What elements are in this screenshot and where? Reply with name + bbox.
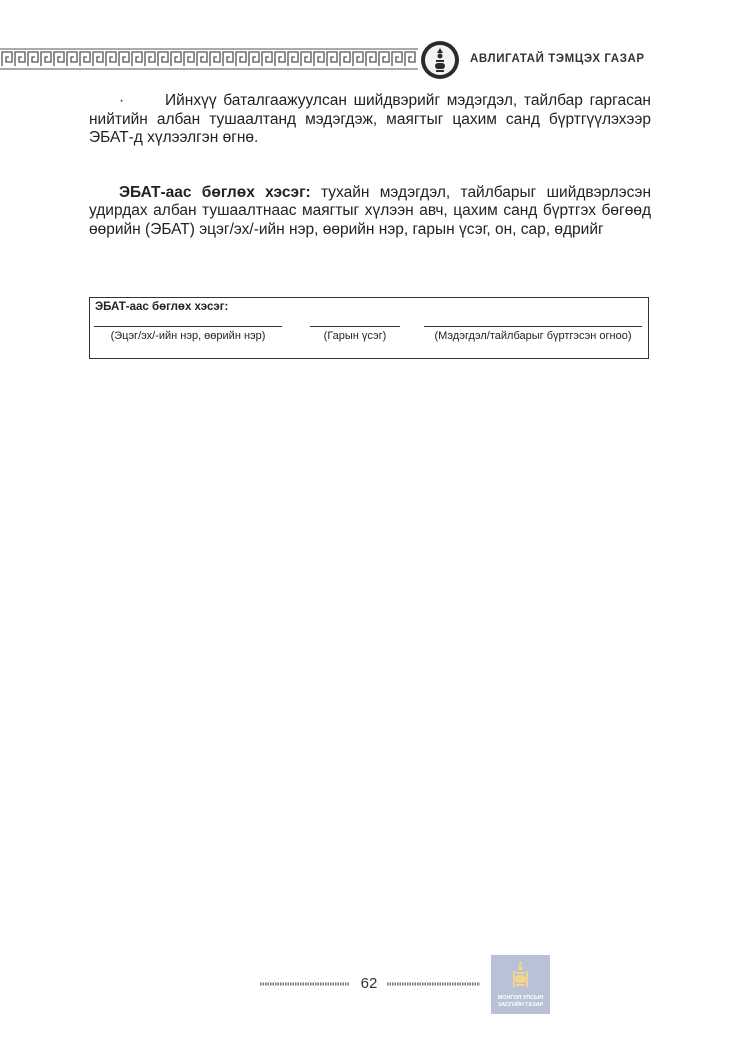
meander-segment bbox=[340, 52, 350, 66]
meander-segment bbox=[197, 52, 207, 66]
meander-segment bbox=[353, 52, 363, 66]
page-number: 62 bbox=[360, 975, 378, 992]
meander-segment bbox=[366, 52, 376, 66]
signature-line bbox=[310, 326, 400, 327]
meander-segment bbox=[15, 52, 25, 66]
form-field-label: (Эцэг/эх/-ийн нэр, өөрийн нэр) bbox=[110, 330, 266, 342]
form-field-label: (Мэдэгдэл/тайлбарыг бүртгэсэн огноо) bbox=[434, 330, 632, 342]
meander-segment bbox=[54, 52, 64, 66]
meander-segment bbox=[67, 52, 77, 66]
government-logo-text: МОНГОЛ УЛСЫН ЗАСГИЙН ГАЗАР bbox=[497, 995, 544, 1008]
page-footer bbox=[0, 955, 739, 1015]
page-header bbox=[0, 40, 739, 84]
meander-segment bbox=[249, 52, 259, 66]
meander-segment bbox=[379, 52, 389, 66]
meander-segment bbox=[275, 52, 285, 66]
form-title: ЭБАТ-аас бөглөх хэсэг: bbox=[95, 301, 229, 313]
meander-segment bbox=[145, 52, 155, 66]
meander-segment bbox=[236, 52, 246, 66]
meander-segment bbox=[2, 52, 12, 66]
meander-segment bbox=[210, 52, 220, 66]
meander-segment bbox=[184, 52, 194, 66]
meander-segment bbox=[314, 52, 324, 66]
bullet-marker: · bbox=[119, 92, 125, 109]
signature-line bbox=[424, 326, 642, 327]
government-soyombo-logo-icon bbox=[491, 955, 550, 995]
form-field-date bbox=[424, 326, 642, 342]
meander-segment bbox=[405, 52, 415, 66]
meander-segment bbox=[41, 52, 51, 66]
meander-segment bbox=[327, 52, 337, 66]
meander-segment bbox=[106, 52, 116, 66]
meander-segment bbox=[392, 52, 402, 66]
meander-segment bbox=[28, 52, 38, 66]
meander-segment bbox=[288, 52, 298, 66]
organization-title: АВЛИГАТАЙ ТЭМЦЭХ ГАЗАР bbox=[470, 53, 645, 65]
footer-ornament-right bbox=[387, 981, 480, 987]
registration-form-box bbox=[89, 297, 649, 359]
meander-segment bbox=[119, 52, 129, 66]
paragraph-1-text: Ийнхүү баталгаажуулсан шийдвэрийг мэдэгдэл, тайлбар гаргасан нийтийн албан тушаалтанд мэдэгдэж, маягтыг цахим санд бүртгүүлэхээр ЭБАТ-д хүлээлгэн өгнө. bbox=[89, 92, 651, 146]
meander-segment bbox=[132, 52, 142, 66]
mongolian-meander-pattern-icon bbox=[0, 48, 418, 70]
government-logo bbox=[491, 955, 550, 1014]
mongolian-soyombo-emblem-icon bbox=[420, 40, 460, 80]
meander-segment bbox=[262, 52, 272, 66]
form-field-label: (Гарын үсэг) bbox=[323, 330, 387, 342]
form-field-signature bbox=[310, 326, 400, 342]
paragraph-1 bbox=[89, 92, 651, 148]
meander-segment bbox=[223, 52, 233, 66]
meander-segment bbox=[171, 52, 181, 66]
footer-ornament-left bbox=[260, 981, 350, 987]
meander-segment bbox=[93, 52, 103, 66]
meander-segment bbox=[301, 52, 311, 66]
meander-segment bbox=[80, 52, 90, 66]
form-field-name bbox=[94, 326, 282, 342]
paragraph-2 bbox=[89, 184, 651, 240]
meander-segment bbox=[158, 52, 168, 66]
signature-line bbox=[94, 326, 282, 327]
main-content bbox=[89, 92, 651, 239]
paragraph-2-lead: ЭБАТ-аас бөглөх хэсэг: bbox=[119, 183, 311, 201]
paragraph-2-text: тухайн мэдэгдэл, тайлбарыг шийдвэрлэсэн удирдах албан тушаалтнаас маягтыг хүлээн авч, цахим санд бүртгэх бөгөөд өөрийн (ЭБАТ) эцэг/эх/-ийн нэр, өөрийн нэр, гарын үсэг, он, сар, өдрийг bbox=[89, 183, 651, 238]
